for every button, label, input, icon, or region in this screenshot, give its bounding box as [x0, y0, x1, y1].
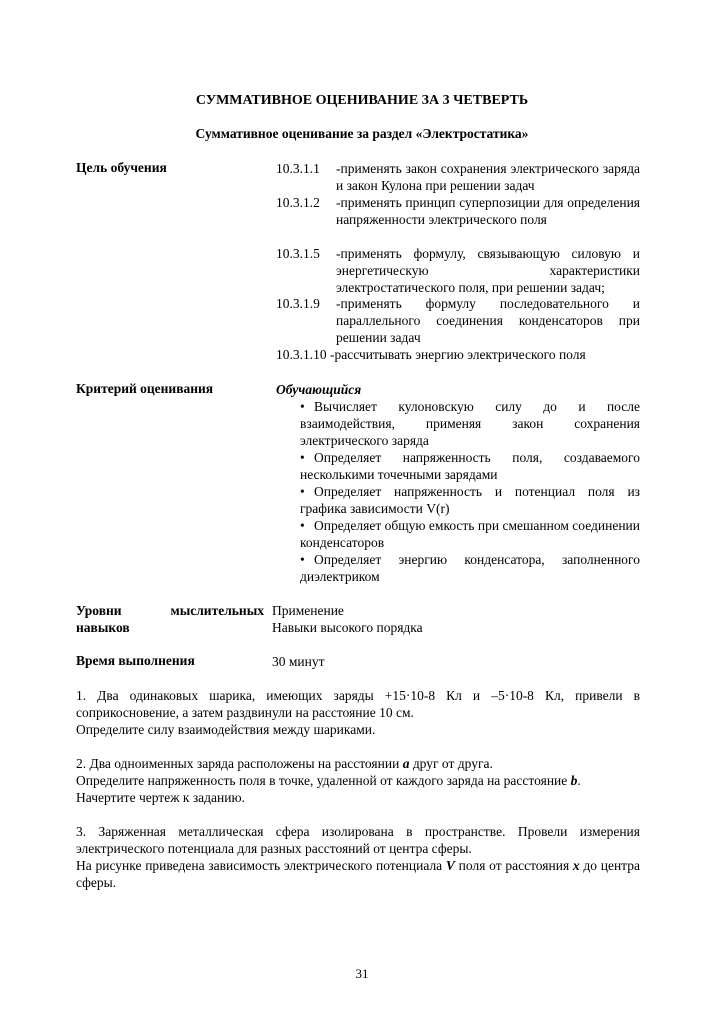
objective-item	[276, 346, 640, 363]
thinking-skill-value: Применение	[272, 603, 344, 618]
objective-code: 10.3.1.2	[276, 195, 320, 210]
bullet-icon: •	[300, 484, 305, 499]
objective-code: 10.3.1.10	[276, 347, 327, 362]
objective-text: -применять принцип суперпозиции для определения напряженности электрического поля	[336, 195, 640, 227]
task-text: .	[577, 773, 581, 788]
criteria-item-text: Определяет энергию конденсатора, заполненного диэлектриком	[300, 552, 640, 584]
objective-text-block	[276, 295, 640, 346]
task-text: На рисунке приведена зависимость электрического потенциала	[76, 858, 446, 873]
objective-text: -применять формулу последовательного и параллельного соединения конденсаторов при решении задач	[336, 296, 640, 345]
criteria-item-text: Вычисляет кулоновскую силу до и после взаимодействия, применяя закон сохранения электрического заряда	[300, 399, 640, 448]
criteria-item	[300, 398, 640, 449]
variable-v: V	[445, 858, 455, 873]
task-2-instruction: Начертите чертеж к заданию.	[76, 790, 245, 805]
criteria-item	[300, 517, 640, 551]
duration-label: Время выполнения	[76, 653, 195, 668]
criteria-item-text: Определяет общую емкость при смешанном соединении конденсаторов	[300, 518, 640, 550]
task-3-description	[76, 857, 640, 891]
task-text: Определите напряженность поля в точке, удаленной от каждого заряда на расстояние	[76, 773, 571, 788]
bullet-icon: •	[300, 552, 305, 567]
bullet-icon: •	[300, 450, 305, 465]
task-text: друг от друга.	[409, 756, 493, 771]
duration-value: 30 минут	[272, 654, 325, 669]
task-text: 2. Два одноименных заряда расположены на расстоянии	[76, 756, 403, 771]
objective-text: -рассчитывать энергию электрического поля	[330, 347, 586, 362]
bullet-icon: •	[300, 518, 305, 533]
objective-text-block	[276, 194, 640, 228]
thinking-skills-label: Уровни мыслительных навыков	[76, 603, 264, 635]
variable-x: x	[572, 858, 580, 873]
task-3-statement: 3. Заряженная металлическая сфера изолирована в пространстве. Провели измерения электрического потенциала для разных расстояний от центра сферы.	[76, 824, 640, 856]
bullet-icon: •	[300, 399, 305, 414]
objective-text: -применять формулу, связывающую силовую и энергетическую характеристики электростатического поля, при решении задач;	[336, 246, 640, 295]
section-subtitle: Суммативное оценивание за раздел «Электростатика»	[195, 126, 529, 141]
task-2-statement	[76, 755, 640, 772]
objective-text: -применять закон сохранения электрического заряда и закон Кулона при решении задач	[336, 161, 640, 193]
learning-goal-label: Цель обучения	[76, 160, 167, 175]
criteria-heading: Обучающийся	[276, 382, 362, 397]
task-1-statement: 1. Два одинаковых шарика, имеющих заряды +15·10-8 Кл и –5·10-8 Кл, привели в соприкосновение, а затем раздвинули на расстояние 10 см.	[76, 688, 640, 720]
objective-code: 10.3.1.5	[276, 246, 320, 261]
criteria-item-text: Определяет напряженность и потенциал поля из графика зависимости V(r)	[300, 484, 640, 516]
page-number: 31	[355, 966, 369, 981]
objective-text-block	[276, 160, 640, 194]
criteria-item-text: Определяет напряженность поля, создаваемого несколькими точечными зарядами	[300, 450, 640, 482]
variable-b: b	[570, 773, 578, 788]
criteria-item	[300, 551, 640, 585]
criteria-item	[300, 449, 640, 483]
criteria-label: Критерий оценивания	[76, 381, 214, 396]
objective-text-block	[276, 245, 640, 296]
task-text: до центра сферы.	[76, 858, 640, 890]
criteria-item	[300, 483, 640, 517]
task-2-question	[76, 772, 640, 789]
page-title: СУММАТИВНОЕ ОЦЕНИВАНИЕ ЗА 3 ЧЕТВЕРТЬ	[195, 93, 529, 108]
objective-code: 10.3.1.1	[276, 161, 320, 176]
variable-a: a	[402, 756, 410, 771]
objective-code: 10.3.1.9	[276, 296, 320, 311]
task-text: поля от расстояния	[454, 858, 573, 873]
task-1-question: Определите силу взаимодействия между шариками.	[76, 722, 376, 737]
thinking-skill-value: Навыки высокого порядка	[272, 620, 423, 635]
